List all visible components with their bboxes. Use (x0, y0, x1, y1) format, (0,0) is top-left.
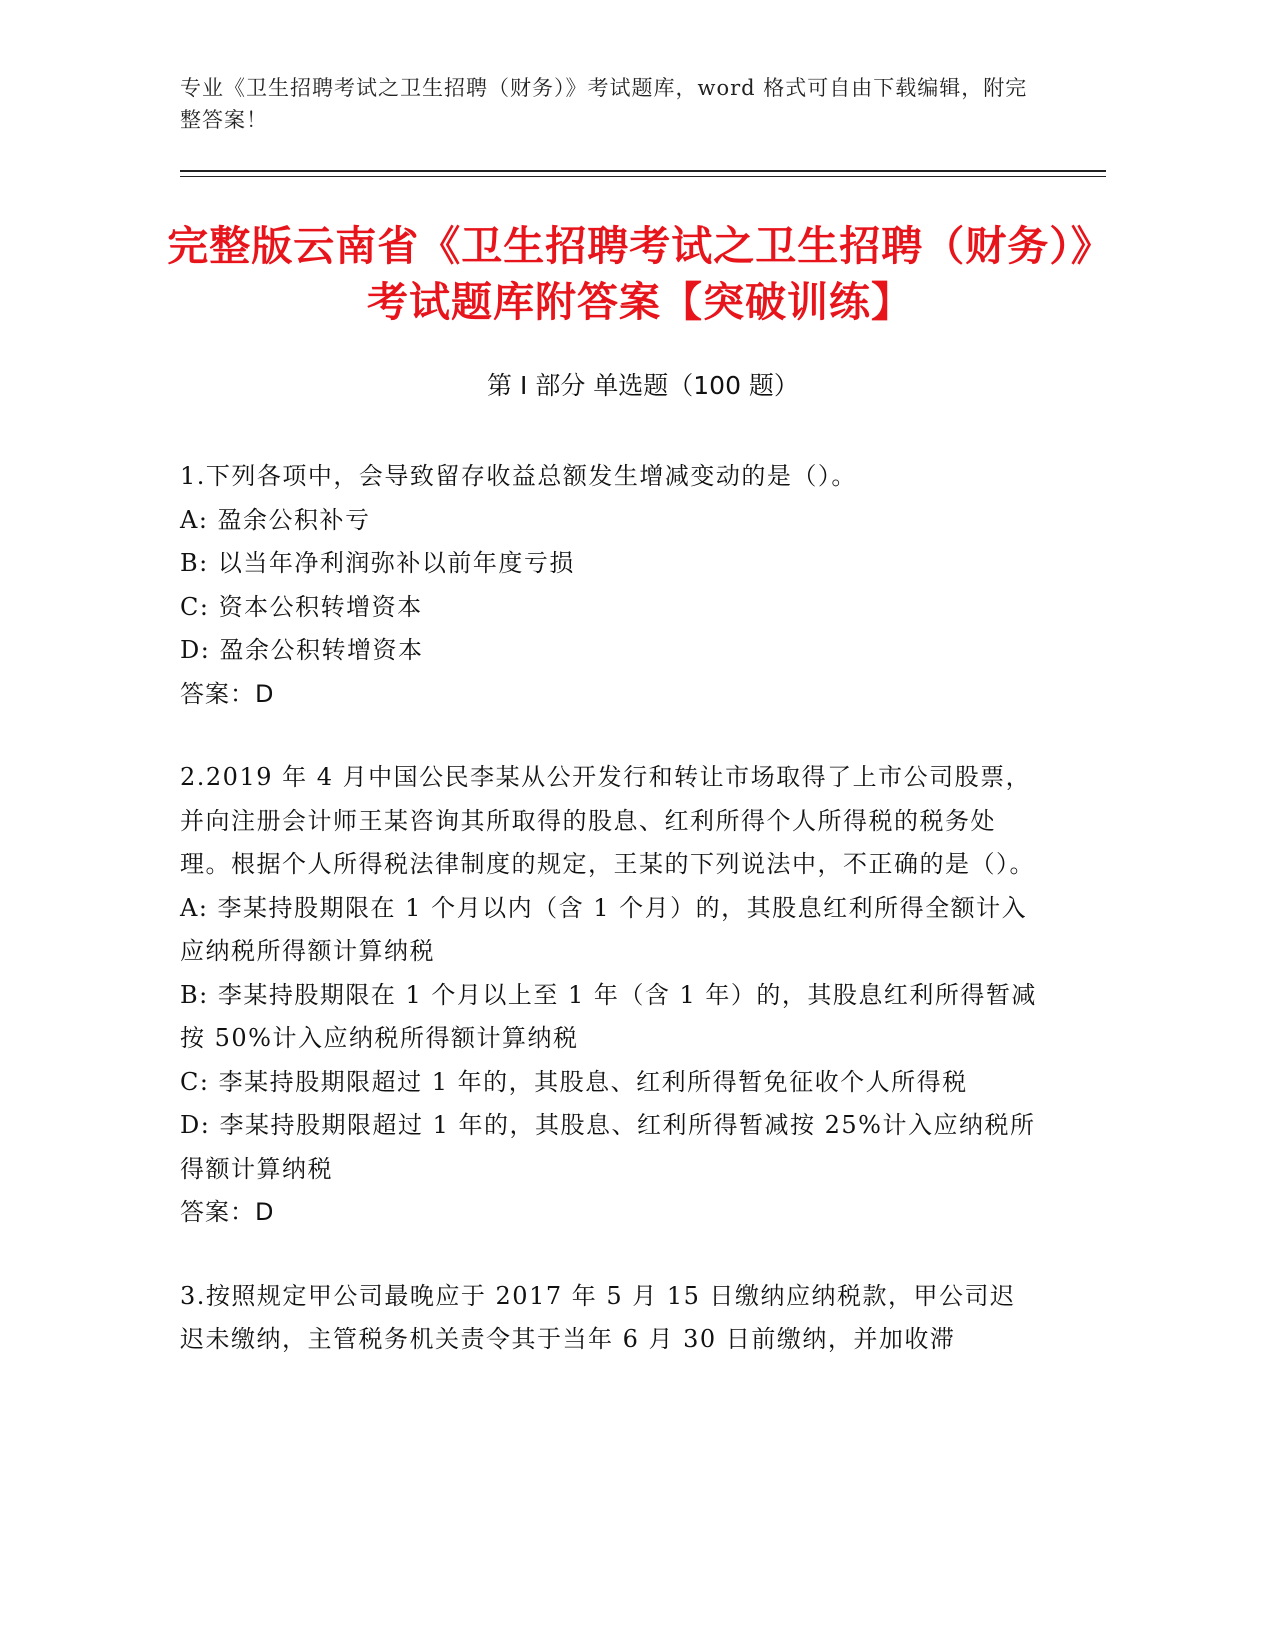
document-title: 完整版云南省《卫生招聘考试之卫生招聘（财务）》考试题库附答案【突破训练】 (167, 222, 1113, 326)
option-d: D: 盈余公积转增资本 (180, 636, 424, 664)
answer-label: 答案：D (180, 679, 275, 708)
section-title: 第 I 部分 单选题（100 题） (487, 371, 799, 400)
header-divider-thick (180, 170, 1106, 172)
header-note: 专业《卫生招聘考试之卫生招聘（财务）》考试题库，word 格式可自由下载编辑，附完整答案！ (180, 76, 1028, 132)
option-c: C: 资本公积转增资本 (180, 592, 423, 621)
question-1 (180, 455, 1040, 716)
option-b: B: 李某持股期限在 1 个月以上至 1 年（含 1 年）的，其股息红利所得暂减按 50%计入应纳税所得额计算纳税 (180, 980, 1037, 1052)
option-b: B: 以当年净利润弥补以前年度亏损 (180, 549, 575, 577)
header-divider-thin (180, 176, 1106, 177)
option-a: A: 李某持股期限在 1 个月以内（含 1 个月）的，其股息红利所得全额计入应纳税所得额计算纳税 (180, 893, 1028, 965)
option-d: D: 李某持股期限超过 1 年的，其股息、红利所得暂减按 25%计入应纳税所得额计算纳税 (180, 1111, 1036, 1183)
question-list (180, 455, 1040, 1402)
question-stem: 1.下列各项中，会导致留存收益总额发生增减变动的是（）。 (180, 462, 857, 490)
question-3 (180, 1275, 1040, 1362)
answer-label: 答案：D (180, 1198, 275, 1226)
question-stem: 2.2019 年 4 月中国公民李某从公开发行和转让市场取得了上市公司股票，并向注册会计师王某咨询其所取得的股息、红利所得个人所得税的税务处理。根据个人所得税法律制度的规定，王某的下列说法中，不正确的是（）。 (180, 763, 1035, 878)
question-2 (180, 756, 1040, 1235)
option-a: A: 盈余公积补亏 (180, 505, 371, 534)
question-stem: 3.按照规定甲公司最晚应于 2017 年 5 月 15 日缴纳应纳税款，甲公司迟迟未缴纳，主管税务机关责令其于当年 6 月 30 日前缴纳，并加收滞 (180, 1281, 1016, 1353)
option-c: C: 李某持股期限超过 1 年的，其股息、红利所得暂免征收个人所得税 (180, 1067, 968, 1096)
